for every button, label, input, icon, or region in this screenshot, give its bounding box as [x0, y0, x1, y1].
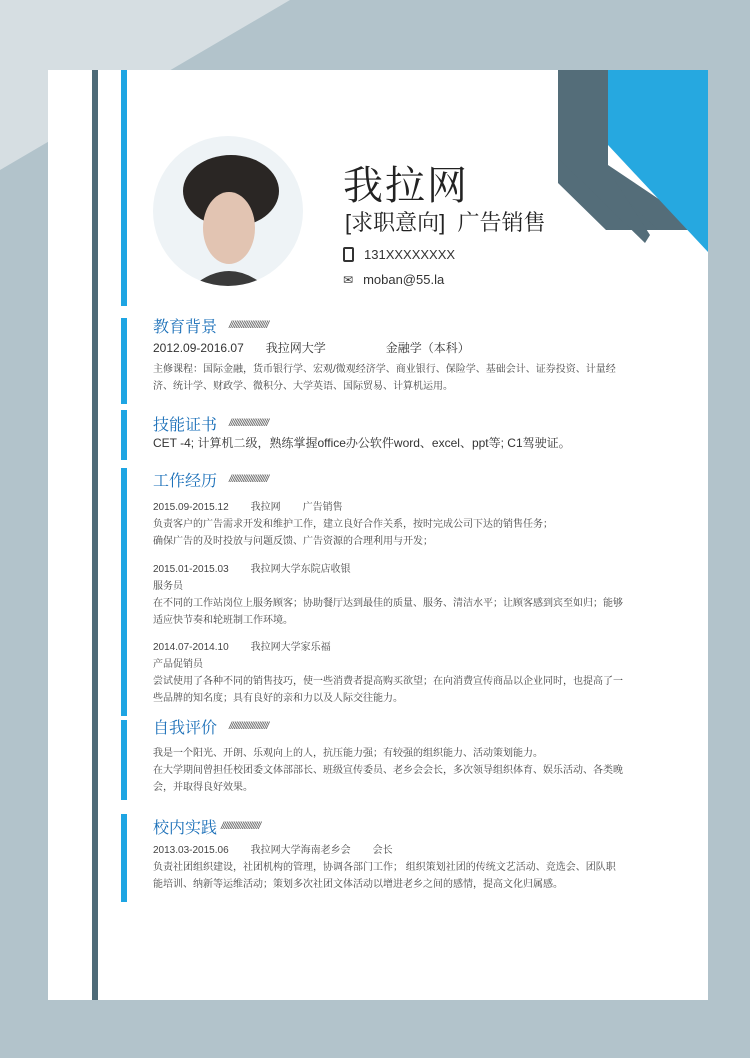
major: 金融学（本科） — [385, 341, 470, 355]
org: 我拉网大学海南老乡会 — [250, 845, 351, 856]
skills-text: CET -4; 计算机二级，熟练掌握office办公软件word、excel、ppt等; C1驾驶证。 — [153, 436, 571, 450]
section-title: 自我评价 — [153, 720, 218, 737]
phone-row — [343, 247, 455, 262]
period: 2013.03-2015.06 — [153, 845, 229, 856]
company: 我拉网 — [250, 502, 281, 513]
section-title: 校内实践 — [153, 820, 218, 837]
candidate-name: 我拉网 — [343, 164, 469, 208]
accent-bar — [121, 318, 127, 404]
email: moban@55.la — [363, 272, 445, 287]
accent-bar — [121, 70, 127, 306]
divider: ////////////////////// — [229, 320, 269, 331]
mail-icon: ✉ — [343, 272, 354, 287]
section-title: 工作经历 — [153, 473, 218, 490]
desc: 尝试使用了各种不同的销售技巧，使一些消费者提高购买欲望；在向消费宣传商品以企业同时，也提高了一些品牌的知名度；具有良好的亲和力以及人际交往能力。 — [153, 676, 623, 704]
divider: ////////////////////// — [229, 418, 269, 429]
section-education — [153, 314, 268, 337]
avatar-photo — [153, 136, 303, 286]
desc: 负责社团组织建设，社团机构的管理，协调各部门工作； 组织策划社团的传统文艺活动、竞选会、团队职能培训、纳新等运维活动；策划多次社团文体活动以增进老乡之间的感情，提高文化归属感。 — [153, 862, 616, 890]
period: 2012.09-2016.07 — [153, 341, 244, 355]
education-row — [153, 340, 623, 357]
desc: 在不同的工作站岗位上服务顾客；协助餐厅达到最佳的质量、服务、清洁水平；让顾客感到宾至如归；能够适应快节奏和轮班制工作环境。 — [153, 598, 623, 626]
work-item — [153, 561, 623, 629]
work-item — [153, 499, 623, 550]
period: 2014.07-2014.10 — [153, 642, 229, 653]
role: 广告销售 — [302, 502, 343, 513]
line: 我是一个阳光、开朗、乐观向上的人，抗压能力强；有较强的组织能力、活动策划能力。 — [153, 748, 543, 759]
self-text — [153, 745, 623, 796]
company: 我拉网大学东院店收银 — [250, 564, 351, 575]
accent-bar — [121, 468, 127, 716]
resume-page — [48, 70, 708, 1000]
courses: 主修课程：国际金融，货币银行学、宏观/微观经济学、商业银行、保险学、基础会计、证券投资、计量经济、统计学、财政学、微积分、大学英语、国际贸易、计算机运用。 — [153, 364, 616, 392]
period: 2015.01-2015.03 — [153, 564, 229, 575]
divider: ////////////////////// — [229, 474, 269, 485]
accent-bar — [121, 720, 127, 800]
phone: 131XXXXXXXX — [364, 247, 456, 262]
accent-bar — [121, 410, 127, 460]
desc: 确保广告的及时投放与问题反馈、广告资源的合理利用与开发； — [153, 536, 433, 547]
job-intent — [345, 206, 545, 237]
dark-side-bar — [92, 70, 98, 1000]
email-row — [343, 272, 444, 287]
section-title: 教育背景 — [153, 319, 218, 336]
accent-bar — [121, 814, 127, 902]
desc: 负责客户的广告需求开发和维护工作，建立良好合作关系，按时完成公司下达的销售任务； — [153, 519, 553, 530]
period: 2015.09-2015.12 — [153, 502, 229, 513]
intent-value: 广告销售 — [457, 210, 546, 235]
company: 我拉网大学家乐福 — [250, 642, 331, 653]
line: 在大学期间曾担任校团委文体部部长、班级宣传委员、老乡会会长，多次领导组织体育、娱乐活动、各类晚会，并取得良好效果。 — [153, 765, 623, 793]
divider: ////////////////////// — [229, 721, 269, 732]
section-self — [153, 715, 268, 738]
intent-label: [求职意向] — [345, 210, 446, 235]
section-campus — [153, 815, 260, 838]
role: 服务员 — [153, 581, 183, 592]
work-item — [153, 639, 623, 707]
section-skills — [153, 412, 268, 435]
phone-icon — [343, 247, 354, 262]
role: 产品促销员 — [153, 659, 203, 670]
role: 会长 — [372, 845, 393, 856]
divider: ////////////////////// — [221, 821, 261, 832]
campus-item — [153, 842, 623, 893]
section-title: 技能证书 — [153, 417, 218, 434]
section-work — [153, 468, 268, 491]
school: 我拉网大学 — [265, 341, 326, 355]
